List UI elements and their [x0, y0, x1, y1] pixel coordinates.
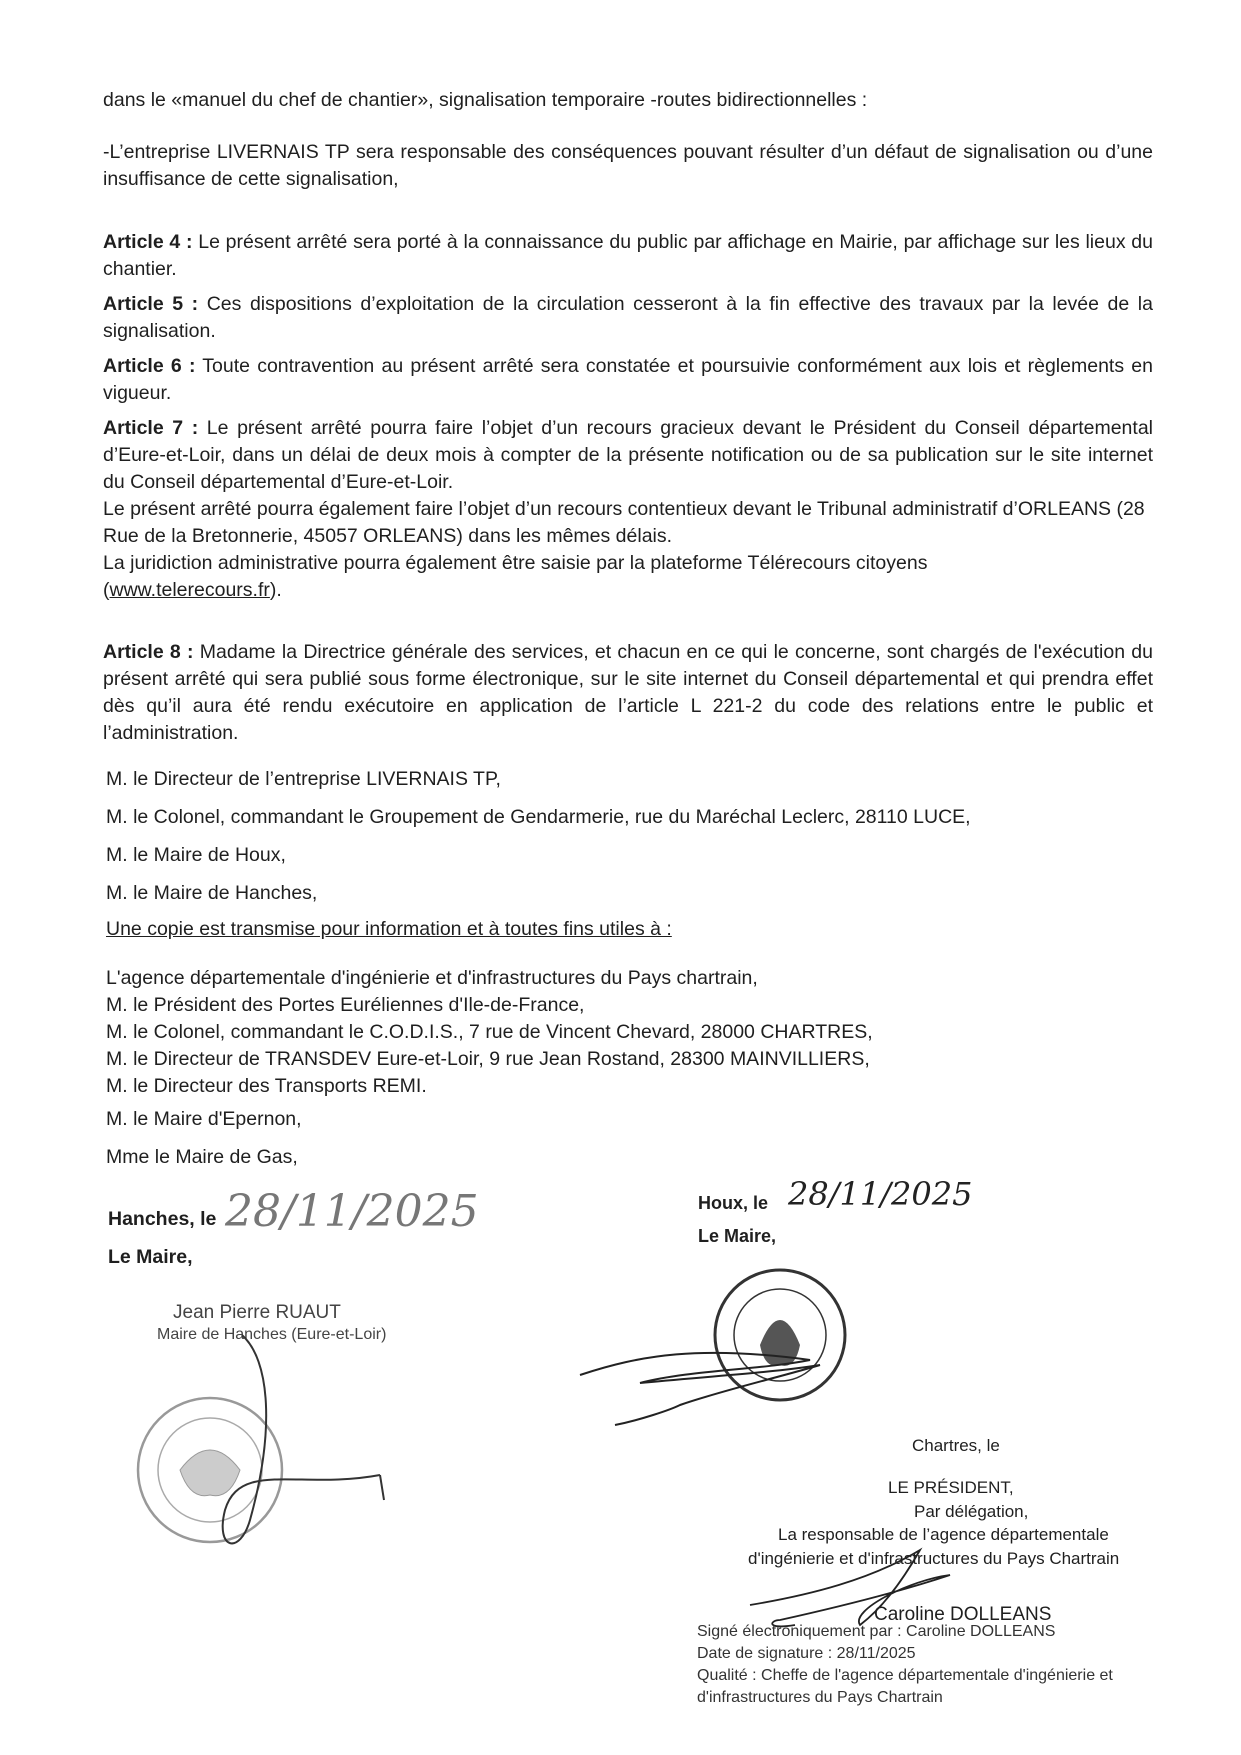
chartres-signature — [750, 1540, 980, 1630]
copy-item-gas: Mme le Maire de Gas, — [106, 1146, 298, 1168]
article-6-label: Article 6 : — [103, 355, 196, 377]
chartres-delegation: Par délégation, — [914, 1502, 1029, 1521]
hanches-place: Hanches, le — [108, 1208, 217, 1230]
houx-place: Houx, le — [698, 1193, 769, 1213]
article-7-text3: La juridiction administrative pourra également être saisie par la plateforme Télérecours citoyens — [103, 552, 928, 574]
chartres-signature-stroke — [750, 1550, 950, 1626]
article-4 — [103, 229, 1153, 283]
chartres-role-2: d'ingénierie et d'infrastructures du Pays Chartrain — [748, 1549, 1120, 1568]
article-6-text: Toute contravention au présent arrêté sera constatée et poursuivie conformément aux lois et règlements en vigueur. — [103, 355, 1153, 404]
article-5-text: Ces dispositions d’exploitation de la circulation cesseront à la fin effective des travaux par la levée de la signalisation. — [103, 293, 1153, 342]
recipient-4: M. le Maire de Hanches, — [106, 882, 318, 904]
chartres-name: Caroline DOLLEANS — [874, 1604, 1052, 1625]
article-4-text: Le présent arrêté sera porté à la connaissance du public par affichage en Mairie, par affichage sur les lieux du chantier. — [103, 231, 1153, 280]
article-5 — [103, 291, 1153, 345]
hanches-signer-title: Maire de Hanches (Eure-et-Loir) — [157, 1326, 387, 1343]
hanches-signature-stroke — [223, 1335, 380, 1543]
copy-list — [106, 965, 873, 1100]
article-7-text: Le présent arrêté pourra faire l’objet d’un recours gracieux devant le Président du Conseil départemental d’Eure-et-Loir, dans un délai de deux mois à compter de la présente notification ou de sa publication sur le site internet du Conseil départemental d’Eure-et-Loir. — [103, 417, 1153, 493]
article-6 — [103, 353, 1153, 407]
esign-line-4: d'infrastructures du Pays Chartrain — [697, 1689, 943, 1706]
article-7-label: Article 7 : — [103, 417, 199, 439]
copy-item-epernon: M. le Maire d'Epernon, — [106, 1108, 302, 1130]
hanches-stamp-emblem — [180, 1450, 240, 1496]
copy-item: L'agence départementale d'ingénierie et d'infrastructures du Pays chartrain, — [106, 967, 758, 989]
article-7 — [103, 415, 1153, 604]
chartres-place: Chartres, le — [912, 1436, 1000, 1455]
copy-item: M. le Directeur des Transports REMI. — [106, 1075, 427, 1097]
article-7-text2: Le présent arrêté pourra également faire l’objet d’un recours contentieux devant le Tribunal administratif d’ORLEANS (28 Rue de la Bretonnerie, 45057 ORLEANS) dans les mêmes délais. — [103, 498, 1145, 547]
telerecours-link[interactable]: www.telerecours.fr — [109, 579, 270, 601]
hanches-signature-tail — [380, 1475, 384, 1500]
link-suffix: ). — [269, 579, 282, 601]
houx-signature-stroke — [580, 1353, 820, 1425]
hanches-title: Le Maire, — [108, 1246, 193, 1268]
responsibility-paragraph: -L’entreprise LIVERNAIS TP sera responsable des conséquences pouvant résulter d’un défaut de signalisation ou d’une insuffisance de cette signalisation, — [103, 141, 1153, 190]
recipient-3: M. le Maire de Houx, — [106, 844, 286, 866]
article-8 — [103, 639, 1153, 747]
esign-line-2: Date de signature : 28/11/2025 — [697, 1645, 916, 1662]
recipient-2: M. le Colonel, commandant le Groupement de Gendarmerie, rue du Maréchal Leclerc, 28110 LUCE, — [106, 806, 971, 828]
intro-line: dans le «manuel du chef de chantier», signalisation temporaire -routes bidirectionnelles : — [103, 89, 868, 111]
houx-title: Le Maire, — [698, 1226, 777, 1246]
houx-date-handwritten: 28/11/2025 — [788, 1175, 973, 1213]
article-8-label: Article 8 : — [103, 641, 194, 663]
esign-line-3: Qualité : Cheffe de l'agence départementale d'ingénierie et — [697, 1667, 1113, 1684]
recipient-1: M. le Directeur de l’entreprise LIVERNAIS TP, — [106, 768, 501, 790]
chartres-role-1: La responsable de l’agence départementale — [778, 1525, 1109, 1544]
esign-line-1: Signé électroniquement par : Caroline DOLLEANS — [697, 1623, 1056, 1640]
article-8-text: Madame la Directrice générale des services, et chacun en ce qui le concerne, sont chargés de l'exécution du présent arrêté qui sera publié sous forme électronique, sur le site internet du Conseil départemental et qui prendra effet dès qu’il aura été rendu exécutoire en application de l’article L 221-2 du code des relations entre le public et l’administration. — [103, 641, 1153, 744]
article-4-label: Article 4 : — [103, 231, 193, 253]
article-7-link-line: (www.telerecours.fr). — [103, 579, 282, 601]
hanches-date-handwritten: 28/11/2025 — [225, 1186, 479, 1237]
chartres-title: LE PRÉSIDENT, — [888, 1478, 1014, 1497]
hanches-stamp-and-signature — [130, 1320, 390, 1570]
article-5-label: Article 5 : — [103, 293, 199, 315]
copy-item: M. le Colonel, commandant le C.O.D.I.S., 7 rue de Vincent Chevard, 28000 CHARTRES, — [106, 1021, 873, 1043]
copy-item: M. le Président des Portes Euréliennes d'Ile-de-France, — [106, 994, 585, 1016]
hanches-signer: Jean Pierre RUAUT — [173, 1302, 341, 1323]
houx-stamp-and-signature — [580, 1265, 880, 1435]
esign-block — [697, 1621, 1113, 1709]
copy-heading: Une copie est transmise pour information et à toutes fins utiles à : — [106, 918, 672, 940]
copy-item: M. le Directeur de TRANSDEV Eure-et-Loir, 9 rue Jean Rostand, 28300 MAINVILLIERS, — [106, 1048, 870, 1070]
